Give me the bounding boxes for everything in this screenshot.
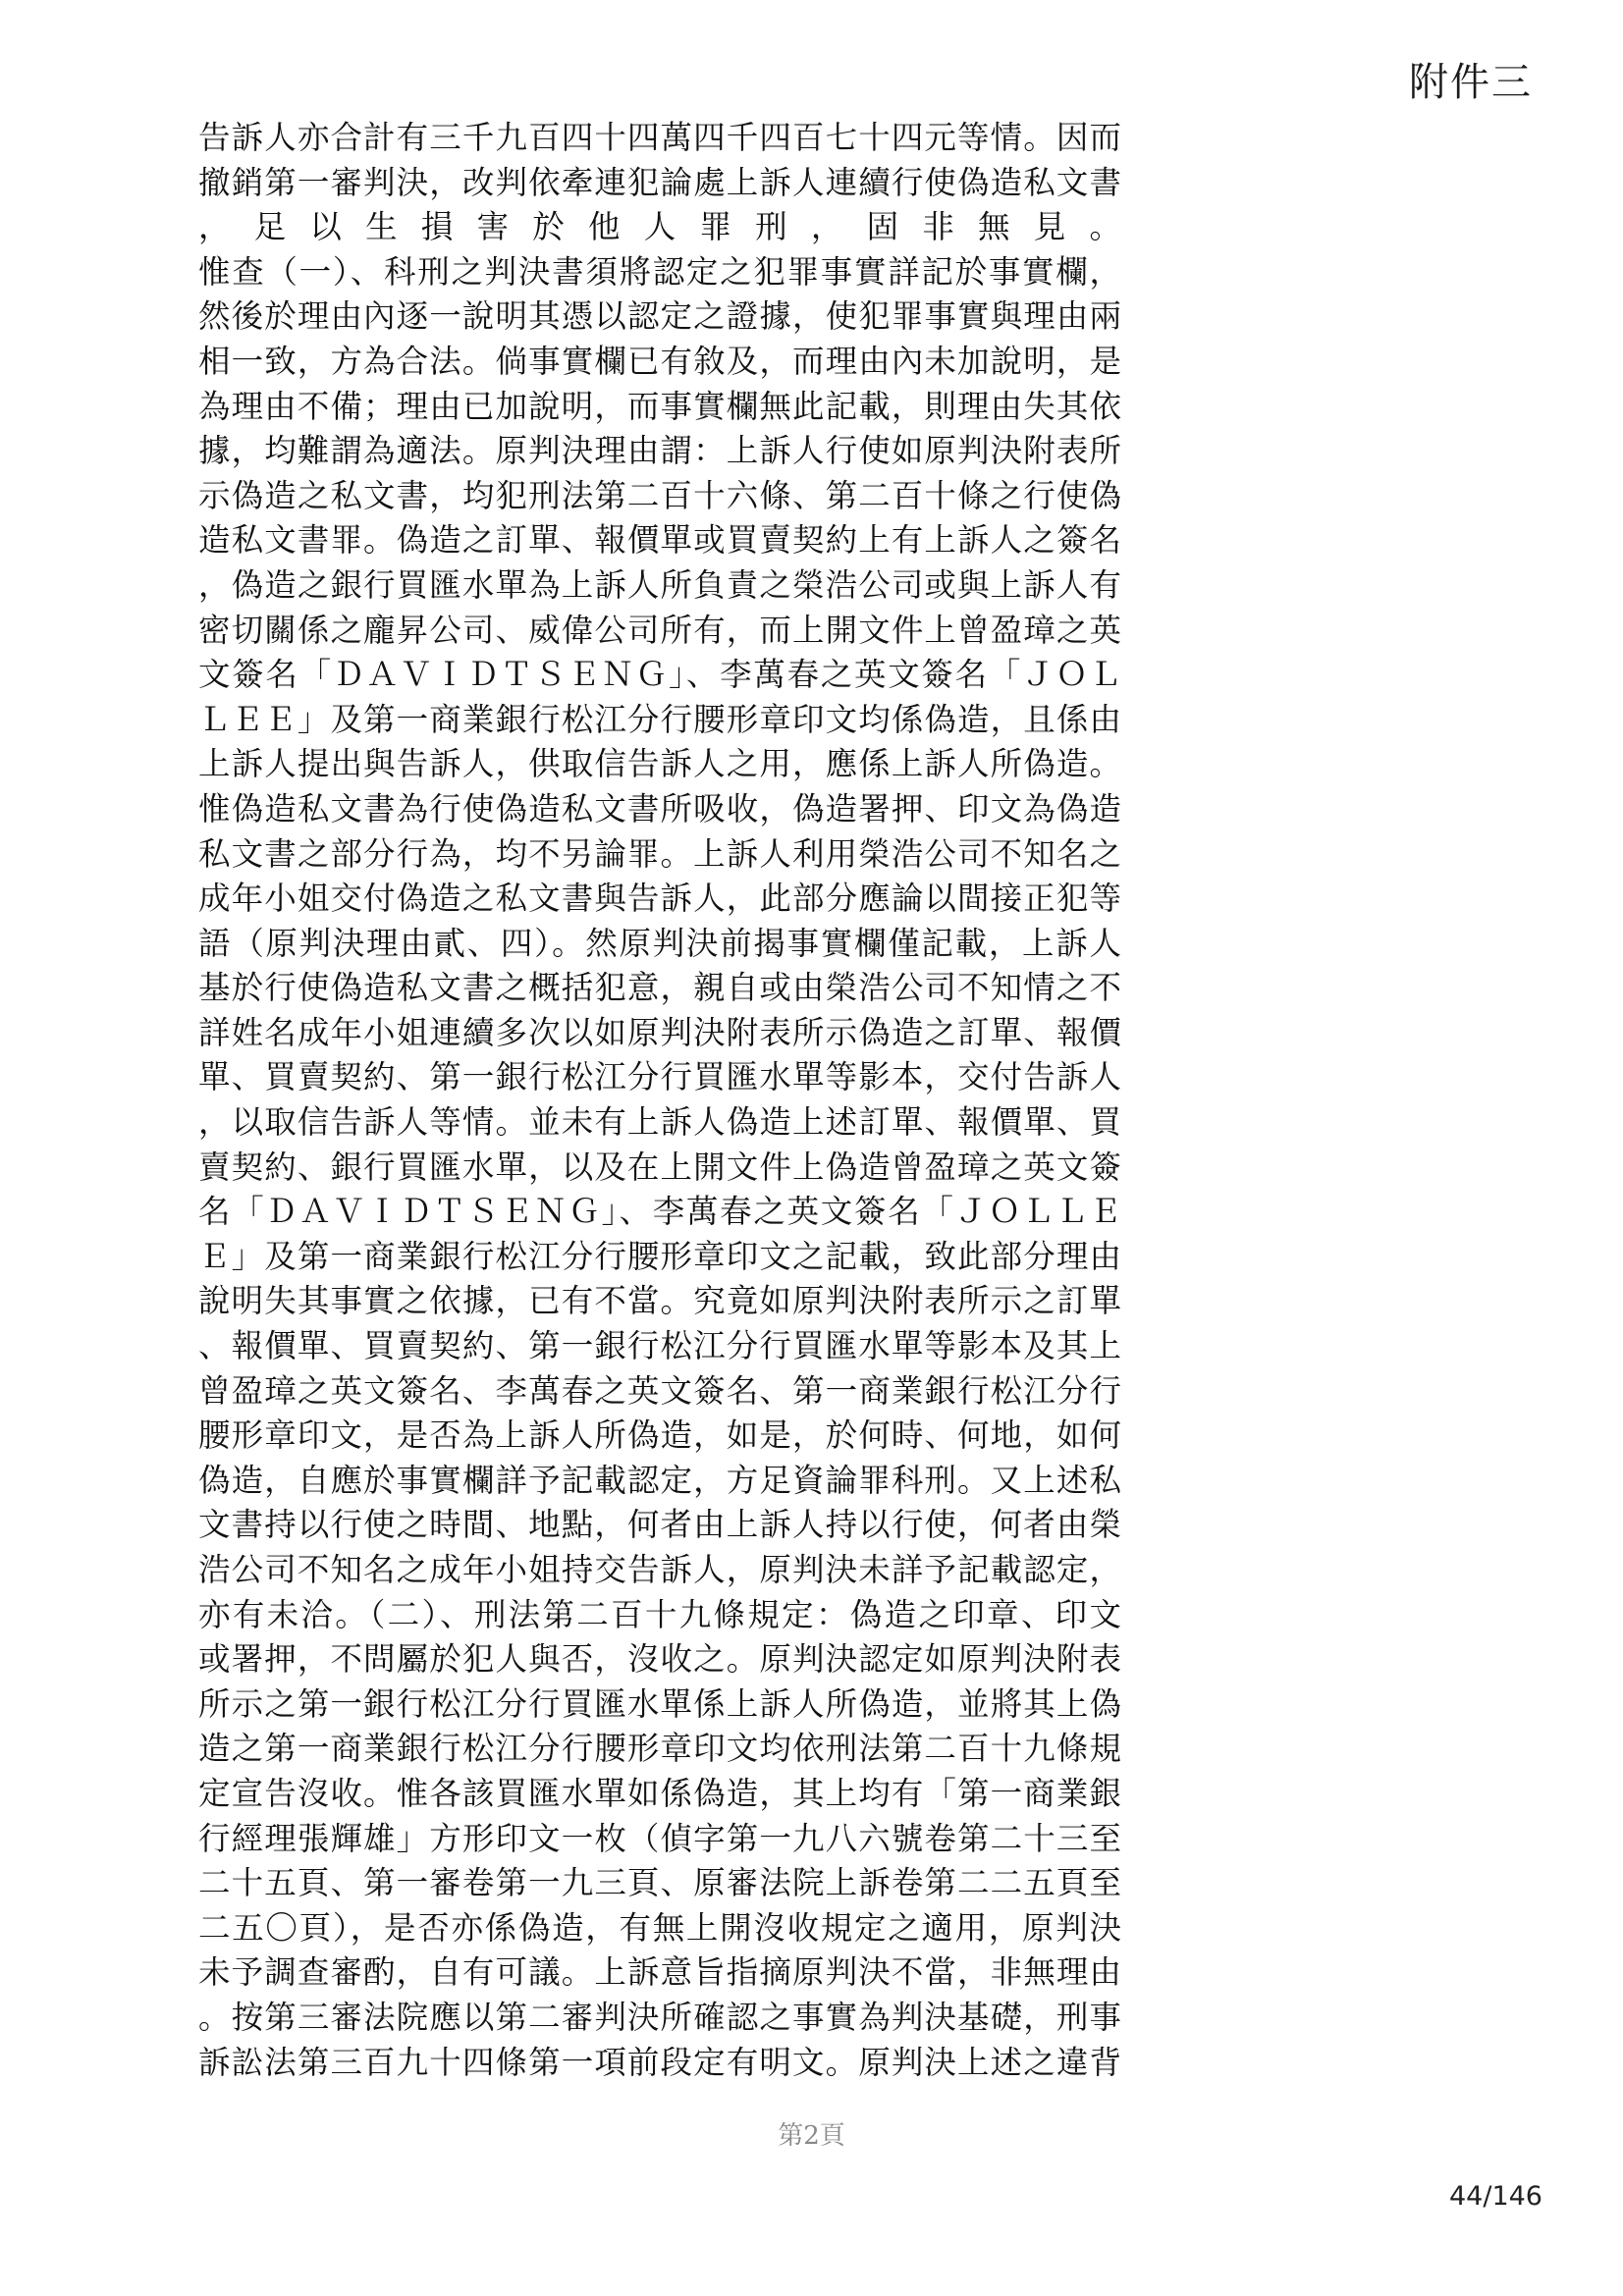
body-text-line: 浩公司不知名之成年小姐持交告訴人，原判決未詳予記載認定， bbox=[198, 1551, 1121, 1588]
body-text-line: 曾盈璋之英文簽名、李萬春之英文簽名、第一商業銀行松江分行 bbox=[198, 1371, 1121, 1410]
body-text-line: 腰形章印文，是否為上訴人所偽造，如是，於何時、何地，如何 bbox=[198, 1416, 1121, 1455]
body-text-line: 語（原判決理由貳、四）。然原判決前揭事實欄僅記載，上訴人 bbox=[198, 924, 1121, 962]
body-text-line: 撤銷第一審判決，改判依牽連犯論處上訴人連續行使偽造私文書 bbox=[198, 163, 1121, 201]
body-text-line: ，以取信告訴人等情。並未有上訴人偽造上述訂單、報價單、買 bbox=[198, 1103, 1121, 1142]
body-text-line: 基於行使偽造私文書之概括犯意，親自或由榮浩公司不知情之不 bbox=[198, 969, 1121, 1007]
annex-label: 附件三 bbox=[1409, 60, 1533, 105]
body-text-line: 未予調查審酌，自有可議。上訴意旨指摘原判決不當，非無理由 bbox=[198, 1953, 1121, 1992]
body-text-line: 相一致，方為合法。倘事實欄已有敘及，而理由內未加說明，是 bbox=[198, 342, 1121, 380]
body-text-line: 訴訟法第三百九十四條第一項前段定有明文。原判決上述之違背 bbox=[198, 2043, 1121, 2081]
body-text-line: 惟偽造私文書為行使偽造私文書所吸收，偽造署押、印文為偽造 bbox=[198, 789, 1121, 828]
body-text-line: 行經理張輝雄」方形印文一枚（偵字第一九八六號卷第二十三至 bbox=[198, 1819, 1121, 1857]
body-text-line: 詳姓名成年小姐連續多次以如原判決附表所示偽造之訂單、報價 bbox=[198, 1013, 1121, 1051]
body-text-line: 造私文書罪。偽造之訂單、報價單或買賣契約上有上訴人之簽名 bbox=[198, 521, 1121, 560]
body-text-line: 示偽造之私文書，均犯刑法第二百十六條、第二百十條之行使偽 bbox=[198, 476, 1121, 514]
body-text-line: 據，均難謂為適法。原判決理由謂：上訴人行使如原判決附表所 bbox=[198, 432, 1121, 470]
body-text-line: ，偽造之銀行買匯水單為上訴人所負責之榮浩公司或與上訴人有 bbox=[198, 565, 1121, 604]
body-text-line: 。按第三審法院應以第二審判決所確認之事實為判決基礎，刑事 bbox=[198, 1998, 1121, 2036]
body-text-line: 定宣告沒收。惟各該買匯水單如係偽造，其上均有「第一商業銀 bbox=[198, 1774, 1121, 1812]
body-text-line: 名「ＤＡＶＩＤＴＳＥＮＧ」、李萬春之英文簽名「ＪＯＬＬＥ bbox=[198, 1193, 1121, 1231]
body-text-line: 造之第一商業銀行松江分行腰形章印文均依刑法第二百十九條規 bbox=[198, 1730, 1121, 1768]
body-text-line: ＬＥＥ」及第一商業銀行松江分行腰形章印文均係偽造，且係由 bbox=[198, 700, 1121, 738]
body-text-line: 上訴人提出與告訴人，供取信告訴人之用，應係上訴人所偽造。 bbox=[198, 745, 1121, 783]
body-text-line: 或署押，不問屬於犯人與否，沒收之。原判決認定如原判決附表 bbox=[198, 1640, 1121, 1679]
body-text-line: ，足以生損害於他人罪刑，固非無見。 bbox=[198, 208, 1121, 246]
body-text-line: 、報價單、買賣契約、第一銀行松江分行買匯水單等影本及其上 bbox=[198, 1327, 1121, 1365]
body-text-line: 文書持以行使之時間、地點，何者由上訴人持以行使，何者由榮 bbox=[198, 1506, 1121, 1544]
body-text-line: 二五〇頁），是否亦係偽造，有無上開沒收規定之適用，原判決 bbox=[198, 1908, 1121, 1947]
page-counter: 44/146 bbox=[1449, 2181, 1542, 2212]
body-text-line: Ｅ」及第一商業銀行松江分行腰形章印文之記載，致此部分理由 bbox=[198, 1237, 1121, 1275]
body-text-line: 說明失其事實之依據，已有不當。究竟如原判決附表所示之訂單 bbox=[198, 1282, 1121, 1320]
body-text-line: 惟查（一）、科刑之判決書須將認定之犯罪事實詳記於事實欄， bbox=[198, 252, 1121, 291]
body-text-line: 單、買賣契約、第一銀行松江分行買匯水單等影本，交付告訴人 bbox=[198, 1058, 1121, 1096]
body-text-line: 文簽名「ＤＡＶＩＤＴＳＥＮＧ」、李萬春之英文簽名「ＪＯＬ bbox=[198, 656, 1121, 694]
document-body bbox=[198, 116, 1121, 2085]
inner-page-number: 第2頁 bbox=[778, 2121, 845, 2151]
body-text-line: 所示之第一銀行松江分行買匯水單係上訴人所偽造，並將其上偽 bbox=[198, 1684, 1121, 1723]
body-text-line: 告訴人亦合計有三千九百四十四萬四千四百七十四元等情。因而 bbox=[198, 119, 1121, 156]
body-text-line: 亦有未洽。（二）、刑法第二百十九條規定：偽造之印章、印文 bbox=[198, 1595, 1121, 1633]
body-text-line: 為理由不備；理由已加說明，而事實欄無此記載，則理由失其依 bbox=[198, 387, 1121, 425]
body-text-line: 然後於理由內逐一說明其憑以認定之證據，使犯罪事實與理由兩 bbox=[198, 297, 1121, 336]
body-text-line: 私文書之部分行為，均不另論罪。上訴人利用榮浩公司不知名之 bbox=[198, 834, 1121, 873]
body-text-line: 密切關係之龐昇公司、威偉公司所有，而上開文件上曾盈璋之英 bbox=[198, 611, 1121, 649]
body-text-line: 成年小姐交付偽造之私文書與告訴人，此部分應論以間接正犯等 bbox=[198, 880, 1121, 918]
body-text-line: 二十五頁、第一審卷第一九三頁、原審法院上訴卷第二二五頁至 bbox=[198, 1864, 1121, 1902]
body-text-line: 偽造，自應於事實欄詳予記載認定，方足資論罪科刑。又上述私 bbox=[198, 1461, 1121, 1499]
body-text-line: 賣契約、銀行買匯水單，以及在上開文件上偽造曾盈璋之英文簽 bbox=[198, 1148, 1121, 1186]
